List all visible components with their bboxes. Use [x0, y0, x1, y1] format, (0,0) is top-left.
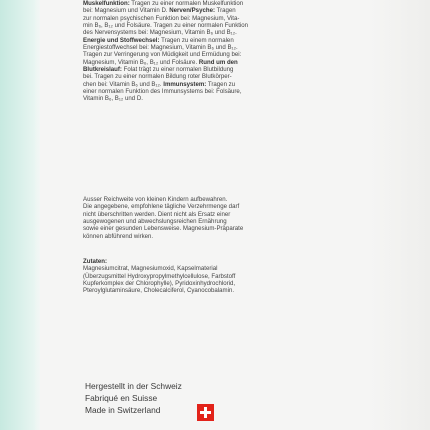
- health-claim-heading: Rund um den: [198, 58, 238, 66]
- right-shadow: [370, 0, 430, 430]
- warnings-block: [83, 196, 365, 240]
- health-claim-line: [83, 81, 365, 88]
- health-claim-text: Tragen: [215, 7, 236, 15]
- warning-line: Die angegebene, empfohlene tägliche Verzehrmenge darf: [83, 203, 240, 211]
- health-claim-line: [83, 22, 365, 29]
- warning-line: Ausser Reichweite von kleinen Kindern aufbewahren.: [83, 196, 228, 203]
- warning-line: können abführend wirken.: [83, 232, 154, 240]
- flag-cross-vertical: [204, 407, 207, 418]
- health-claim-line: [83, 66, 365, 73]
- health-claim-heading: Nerven/Psyche:: [169, 7, 215, 15]
- ingredients-heading: Zutaten:: [83, 258, 108, 265]
- health-claim-line: [83, 73, 365, 80]
- warning-line: sowie einer gesunden Lebensweise. Magnesium-Präparate: [83, 225, 244, 233]
- ingredients-line: Pteroylglutaminsäure, Cholecalciferol, Cyanocobalamin.: [83, 287, 235, 295]
- ingredients-line: Magnesiumcitrat, Magnesiumoxid, Kapselmaterial: [83, 265, 218, 273]
- health-claim-text: Energiestoffwechsel bei: Magnesium, Vitamin B₆ und B₁₂.: [83, 44, 238, 52]
- swiss-flag-icon: [197, 404, 214, 421]
- ingredients-block: [83, 258, 365, 295]
- health-claim-line: [83, 37, 365, 44]
- health-claim-line: [83, 44, 365, 51]
- health-claim-line: [83, 88, 365, 95]
- health-claim-text: min B₆, B₁₂ und Folsäure. Tragen zu einer normalen Funktion: [83, 22, 249, 30]
- mint-side-stripe: [0, 0, 40, 430]
- health-claim-line: [83, 15, 365, 22]
- health-claim-text: Tragen zu: [206, 80, 236, 88]
- health-claim-text: chen bei: Vitamin B₆ und B₁₂.: [83, 80, 164, 88]
- health-claim-text: zur normalen psychischen Funktion bei: Magnesium, Vita-: [83, 14, 240, 22]
- warning-line: nicht überschritten werden. Dient nicht als Ersatz einer: [83, 210, 231, 218]
- health-claim-line: [83, 7, 365, 14]
- health-claim-text: Tragen zu einem normalen: [159, 36, 234, 44]
- health-claim-line: [83, 0, 365, 7]
- origin-block: [85, 380, 182, 416]
- health-claim-line: [83, 95, 365, 102]
- health-claims-block: [83, 0, 365, 103]
- health-claim-text: bei. Tragen zu einer normalen Bildung roter Blutkörper-: [83, 73, 232, 81]
- ingredients-line: (Überzugsmittel Hydroxypropylmethylcellulose, Farbstoff: [83, 272, 236, 280]
- origin-german: Hergestellt in der Schweiz: [85, 381, 182, 391]
- origin-english: Made in Switzerland: [85, 405, 161, 415]
- health-claim-text: des Nervensystems bei: Magnesium, Vitamin B₆ und B₁₂.: [83, 29, 237, 37]
- health-claim-heading: Energie und Stoffwechsel:: [83, 36, 160, 44]
- origin-french: Fabriqué en Suisse: [85, 393, 158, 403]
- health-claim-heading: Blutkreislauf:: [83, 66, 122, 74]
- health-claim-heading: Muskelfunktion:: [83, 0, 130, 7]
- health-claim-text: Tragen zu einer normalen Muskelfunktion: [129, 0, 244, 7]
- health-claim-line: [83, 29, 365, 36]
- health-claim-text: Magnesium, Vitamin B₆, B₁₂ und Folsäure.: [83, 58, 199, 66]
- health-claim-line: [83, 51, 365, 58]
- warning-line: ausgewogenen und abwechslungsreichen Ernährung: [83, 218, 227, 226]
- health-claim-text: Folat trägt zu einer normalen Blutbildung: [121, 66, 234, 74]
- health-claim-line: [83, 59, 365, 66]
- health-claim-text: einer normalen Funktion des Immunsystems bei: Folsäure,: [83, 88, 242, 96]
- health-claim-text: bei: Magnesium und Vitamin D.: [83, 7, 170, 15]
- ingredients-line: Kupferkomplex der Chlorophylle), Pyridoxinhydrochlorid,: [83, 280, 236, 288]
- health-claim-text: Tragen zur Verringerung von Müdigkeit und Ermüdung bei:: [83, 51, 242, 59]
- health-claim-text: Vitamin B₆, B₁₂ und D.: [83, 95, 143, 103]
- health-claim-heading: Immunsystem:: [163, 80, 207, 88]
